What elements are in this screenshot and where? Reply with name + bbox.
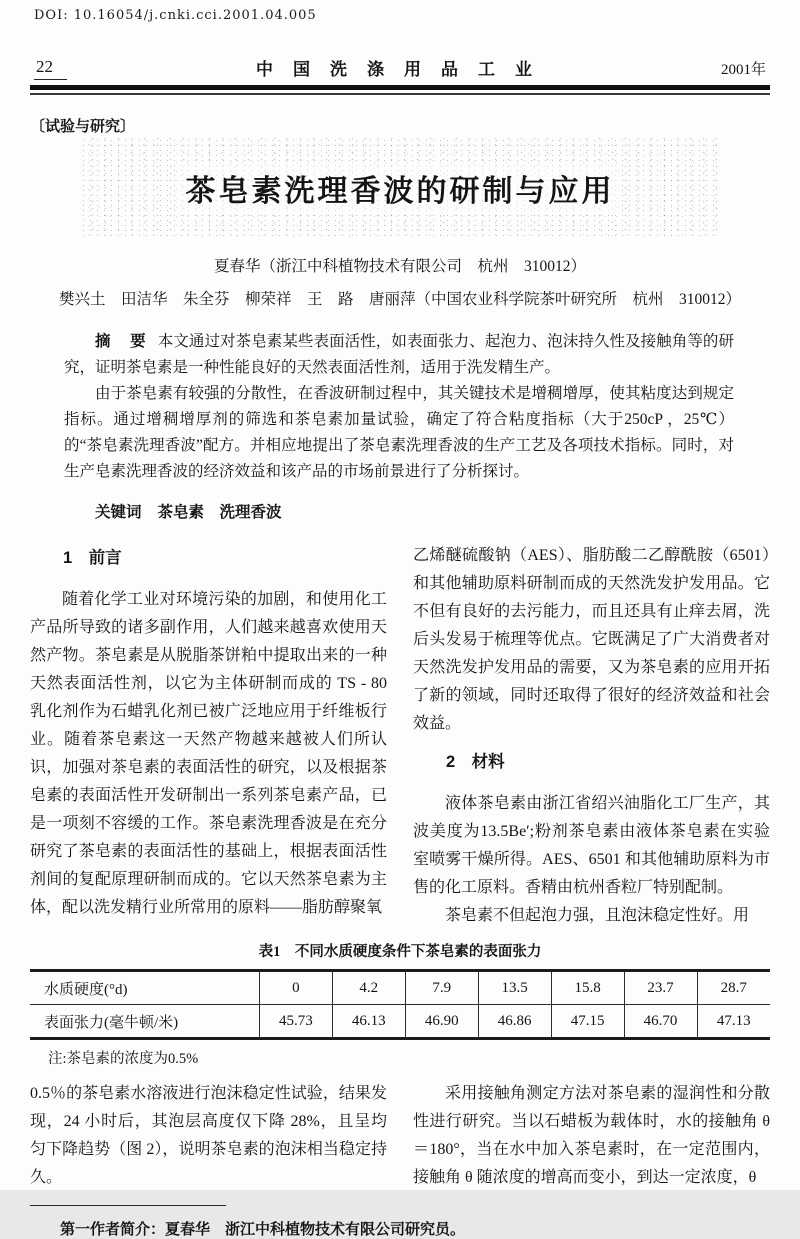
author-line-2: 樊兴土 田洁华 朱全芬 柳荣祥 王 路 唐丽萍（中国农业科学院茶叶研究所 杭州 310012）	[58, 291, 741, 308]
keywords-terms: 茶皂素 洗理香波	[157, 504, 282, 521]
table-row-label: 水质硬度(°d)	[30, 971, 259, 1005]
section-2-paragraph-1: 液体茶皂素由浙江省绍兴油脂化工厂生产，其波美度为13.5Be′;粉剂茶皂素由液体茶皂素在实验室喷雾干燥所得。AES、6501 和其他辅助原料为市售的化工原料。香精由杭州香粒厂特别配制。	[413, 795, 770, 896]
section-2-heading: 2 材料	[446, 753, 505, 771]
section-1-paragraph: 随着化学工业对环境污染的加剧，和使用化工产品所导致的诸多副作用，人们越来越喜欢使用天然产物。茶皂素是从脱脂茶饼粕中提取出来的一种天然表面活性剂，以它为主体研制而成的 TS - 80 乳化剂作为石蜡乳化剂已被广泛地应用于纤维板行业。随着茶皂素这一天然产物越来越被人们所认识，加强对茶皂素的表面活性的研究，以及根据茶皂素的表面活性开发研制出一系列茶皂素产品，已是一项刻不容缓的工作。茶皂素洗理香波是在充分研究了茶皂素的表面活性的基础上，根据表面活性剂间的复配原理研制而成的。它以天然茶皂素为主体，配以洗发精行业所常用的原料——脂肪醇聚氧	[30, 591, 387, 916]
right-column-continuation: 乙烯醚硫酸钠（AES）、脂肪酸二乙醇酰胺（6501）和其他辅助原料研制而成的天然洗发护发用品。它不但有良好的去污能力，而且还具有止痒去屑，洗后头发易于梳理等优点。它既满足了广大消费者对天然洗发护发用品的需要，又为茶皂素的应用开拓了新的领域，同时还取得了很好的经济效益和社会效益。	[413, 547, 770, 732]
table-cell: 4.2	[332, 971, 405, 1005]
footnote-divider	[30, 1205, 226, 1206]
author-block	[30, 254, 770, 309]
table-cell: 7.9	[405, 971, 478, 1005]
lower-left-column	[30, 1080, 387, 1192]
abstract-block	[64, 329, 734, 485]
section-2-paragraph-2: 茶皂素不但起泡力强，且泡沫稳定性好。用	[445, 907, 750, 924]
page-number: 22	[34, 57, 67, 80]
abstract-paragraph-1	[64, 329, 734, 381]
left-column	[30, 542, 387, 930]
table-row-label: 表面张力(毫牛顿/米)	[44, 1014, 179, 1031]
abstract-text-1: 本文通过对茶皂素某些表面活性，如表面张力、起泡力、泡沫持久性及接触角等的研究，证明茶皂素是一种性能良好的天然表面活性剂，适用于洗发精生产。	[64, 333, 734, 376]
table-cell: 46.86	[478, 1005, 551, 1039]
table-row-hardness	[30, 971, 770, 1005]
column-section-tag: 〔试验与研究〕	[30, 118, 136, 135]
header-rule-thin	[30, 93, 770, 95]
table-cell: 23.7	[624, 971, 697, 1005]
section-1-heading: 1 前言	[63, 549, 122, 567]
table-cell: 13.5	[478, 971, 551, 1005]
abstract-paragraph-2: 由于茶皂素有较强的分散性，在香波研制过程中，其关键技术是增稠增厚，使其粘度达到规定指标。通过增稠增厚剂的筛选和茶皂素加量试验，确定了符合粘度指标（大于250cP ，25℃）的“茶皂素洗理香波”配方。并相应地提出了茶皂素洗理香波的生产工艺及各项技术指标。同时，对生产皂素洗理香波的经济效益和该产品的市场前景进行了分析探讨。	[64, 385, 734, 480]
table-cell: 46.70	[624, 1005, 697, 1039]
keywords-line	[64, 500, 734, 522]
journal-name: 中国洗涤用品工业	[255, 60, 552, 79]
keywords-label: 关键词	[95, 504, 142, 521]
table-1-caption: 表1 不同水质硬度条件下茶皂素的表面张力	[258, 944, 542, 960]
table-cell: 0	[259, 971, 332, 1005]
author-line-1: 夏春华（浙江中科植物技术有限公司 杭州 310012）	[213, 258, 586, 275]
lower-right-column	[413, 1080, 770, 1192]
table-cell: 47.13	[697, 1005, 770, 1039]
lower-left-paragraph: 0.5％的茶皂素水溶液进行泡沫稳定性试验，结果发现，24 小时后，其泡层高度仅下降 28%，且呈均匀下降趋势（图 2），说明茶皂素的泡沫相当稳定持久。	[30, 1085, 387, 1186]
journal-year: 2001年	[720, 62, 766, 78]
right-column	[413, 542, 770, 930]
first-author-note: 第一作者简介：夏春华 浙江中科植物技术有限公司研究员。	[60, 1222, 466, 1238]
table-1	[30, 969, 770, 1040]
table-cell: 46.90	[405, 1005, 478, 1039]
lower-right-paragraph: 采用接触角测定方法对茶皂素的湿润性和分散性进行研究。当以石蜡板为载体时，水的接触角 θ＝180°，当在水中加入茶皂素时，在一定范围内，接触角 θ 随浓度的增高而变小，到达一定浓度，θ	[413, 1085, 770, 1186]
table-row-surface-tension	[30, 1005, 770, 1039]
header-rule-thick	[30, 85, 770, 90]
table-cell: 28.7	[697, 971, 770, 1005]
article-title: 茶皂素洗理香波的研制与应用	[180, 164, 621, 212]
journal-header	[30, 55, 770, 80]
two-column-body	[30, 542, 770, 930]
table-cell: 46.13	[332, 1005, 405, 1039]
table-cell: 47.15	[551, 1005, 624, 1039]
table-cell: 15.8	[551, 971, 624, 1005]
doi-line: DOI: 10.16054/j.cnki.cci.2001.04.005	[34, 8, 317, 23]
table-cell: 45.73	[259, 1005, 332, 1039]
title-block	[80, 138, 720, 236]
abstract-label: 摘 要	[95, 333, 148, 350]
table-1-block	[30, 940, 770, 1068]
table-1-note: 注:茶皂素的浓度为0.5%	[48, 1051, 199, 1067]
two-column-lower	[30, 1080, 770, 1192]
